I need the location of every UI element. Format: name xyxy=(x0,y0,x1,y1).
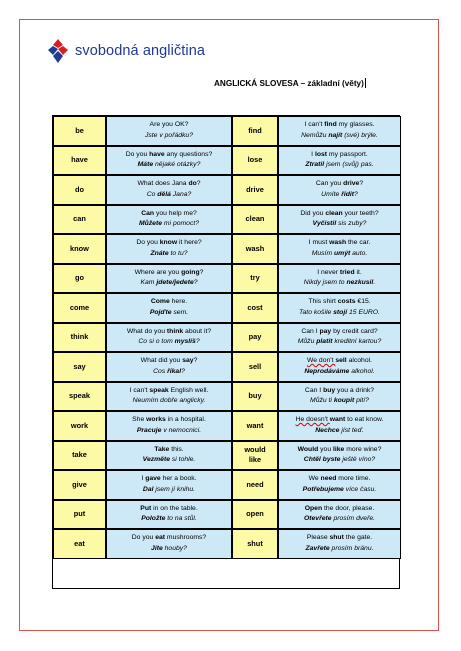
english-sentence xyxy=(309,238,371,249)
highlighted-verb: myslíš xyxy=(174,338,196,346)
text-fragment: in a hospital. xyxy=(165,416,206,424)
highlighted-verb: Put xyxy=(140,504,152,512)
brand-logo-icon xyxy=(45,38,71,64)
czech-translation xyxy=(141,514,197,525)
english-sentence xyxy=(132,533,206,544)
left-example-cell xyxy=(106,175,232,205)
text-fragment: to na stůl. xyxy=(165,515,197,523)
left-example-cell xyxy=(106,293,232,323)
text-fragment: He doesn't xyxy=(295,416,330,424)
czech-translation xyxy=(143,455,196,466)
text-fragment: by credit card? xyxy=(331,327,378,335)
text-fragment: to tu? xyxy=(168,249,188,257)
text-fragment: Are you OK? xyxy=(149,121,189,129)
highlighted-verb: Nechce xyxy=(315,426,340,434)
highlighted-verb: speak xyxy=(149,386,169,394)
right-verb-cell: clean xyxy=(232,205,278,235)
text-fragment: Můžu ti xyxy=(310,397,334,405)
text-fragment: your teeth? xyxy=(342,209,379,217)
text-fragment: it. xyxy=(354,268,362,276)
text-fragment: any questions? xyxy=(164,150,213,158)
highlighted-verb: Dal xyxy=(142,485,154,493)
text-fragment: Please xyxy=(306,534,330,542)
text-fragment: Jana? xyxy=(170,190,192,198)
text-fragment: alkohol. xyxy=(349,367,375,375)
text-fragment: sem. xyxy=(171,308,189,316)
text-fragment: English well. xyxy=(168,386,209,394)
text-fragment: What did you xyxy=(140,357,183,365)
highlighted-verb: Open xyxy=(304,504,323,512)
left-example-cell xyxy=(106,205,232,235)
highlighted-verb: řídit xyxy=(341,190,355,198)
czech-translation xyxy=(133,396,206,407)
czech-translation xyxy=(304,367,374,378)
text-fragment: here. xyxy=(169,298,188,306)
highlighted-verb: Chtěl byste xyxy=(303,456,341,464)
czech-translation xyxy=(140,278,197,289)
highlighted-verb: going xyxy=(181,268,200,276)
text-fragment: ? xyxy=(199,268,204,276)
highlighted-verb: drive xyxy=(343,180,360,188)
left-verb-cell: have xyxy=(53,146,106,176)
text-fragment: about it? xyxy=(183,327,212,335)
left-verb-cell: speak xyxy=(53,382,106,412)
text-fragment: €15. xyxy=(355,298,371,306)
english-sentence xyxy=(151,297,187,308)
highlighted-verb: eat xyxy=(155,534,166,542)
right-verb-cell: drive xyxy=(232,175,278,205)
highlighted-verb: Can xyxy=(141,209,155,217)
czech-translation xyxy=(299,308,380,319)
left-example-cell xyxy=(106,352,232,382)
text-fragment: Umíte xyxy=(321,190,342,198)
left-verb-cell: work xyxy=(53,411,106,441)
text-fragment: kreditní kartou? xyxy=(332,338,382,346)
left-verb-cell: give xyxy=(53,470,106,500)
text-fragment: Can I xyxy=(304,386,324,394)
left-verb-cell: say xyxy=(53,352,106,382)
highlighted-verb: Otevřete xyxy=(303,515,332,523)
right-verb-cell: would like xyxy=(232,441,278,471)
text-fragment: . xyxy=(373,279,376,287)
text-fragment: my glasses. xyxy=(336,121,375,129)
right-example-cell xyxy=(278,470,401,500)
english-sentence xyxy=(296,415,384,426)
right-verb-cell: sell xyxy=(232,352,278,382)
left-verb-cell: eat xyxy=(53,529,106,559)
text-fragment: ? xyxy=(193,279,198,287)
english-sentence xyxy=(307,533,372,544)
czech-translation xyxy=(298,337,382,348)
czech-translation xyxy=(145,131,193,142)
right-example-cell xyxy=(278,116,401,146)
highlighted-verb: dělá xyxy=(157,190,171,198)
text-fragment: her a book. xyxy=(160,475,197,483)
text-fragment: Kam xyxy=(140,279,157,287)
text-fragment: my passport. xyxy=(327,150,368,158)
right-example-cell xyxy=(278,500,401,530)
right-verb-cell: pay xyxy=(232,323,278,353)
left-verb-cell: be xyxy=(53,116,106,146)
highlighted-verb: do xyxy=(188,180,197,188)
text-fragment: si tohle. xyxy=(170,456,196,464)
english-sentence xyxy=(140,504,197,515)
highlighted-verb: pay xyxy=(319,327,332,335)
text-fragment: houby? xyxy=(162,544,187,552)
left-example-cell xyxy=(106,470,232,500)
english-sentence xyxy=(141,209,197,220)
english-sentence xyxy=(307,356,372,367)
text-fragment: sis zuby? xyxy=(336,220,367,228)
highlighted-verb: wash xyxy=(329,239,347,247)
text-fragment: Neumím dobře anglicky. xyxy=(132,397,206,405)
text-fragment: to eat know. xyxy=(345,416,384,424)
text-fragment: I can't xyxy=(129,386,150,394)
left-example-cell xyxy=(106,382,232,412)
text-fragment: Cos xyxy=(153,367,168,375)
czech-translation xyxy=(321,190,358,201)
right-verb-cell: cost xyxy=(232,293,278,323)
text-fragment: více času. xyxy=(343,485,377,493)
text-fragment: more wine? xyxy=(344,445,382,453)
highlighted-verb: jdete/jedete xyxy=(156,279,194,287)
english-sentence xyxy=(309,474,371,485)
text-fragment: She xyxy=(132,416,147,424)
czech-translation xyxy=(150,249,187,260)
highlighted-verb: říkal xyxy=(167,367,182,375)
text-fragment: (své) brýle. xyxy=(342,131,378,139)
right-example-cell xyxy=(278,441,401,471)
text-fragment: Do you xyxy=(125,150,150,158)
left-verb-cell: come xyxy=(53,293,106,323)
highlighted-verb: like xyxy=(333,445,345,453)
text-fragment: I never xyxy=(317,268,340,276)
text-fragment: Did you xyxy=(300,209,326,217)
highlighted-verb: works xyxy=(146,416,166,424)
highlighted-verb: Pojďte xyxy=(149,308,172,316)
right-verb-cell: find xyxy=(232,116,278,146)
highlighted-verb: platit xyxy=(316,338,333,346)
left-example-cell xyxy=(106,146,232,176)
text-fragment: nějaké otázky? xyxy=(153,161,201,169)
text-fragment: I xyxy=(311,150,315,158)
english-sentence xyxy=(298,445,382,456)
highlighted-verb: know xyxy=(159,239,178,247)
left-example-cell xyxy=(106,323,232,353)
czech-translation xyxy=(153,367,185,378)
text-fragment: I can't xyxy=(304,121,325,129)
czech-translation xyxy=(137,426,201,437)
text-cursor xyxy=(365,78,366,88)
text-fragment: the car. xyxy=(346,239,371,247)
right-example-cell xyxy=(278,146,401,176)
czech-translation xyxy=(150,308,188,319)
text-fragment: more time. xyxy=(336,475,371,483)
text-fragment: We xyxy=(308,475,321,483)
text-fragment: you xyxy=(318,445,333,453)
czech-translation xyxy=(303,485,377,496)
text-fragment: Do you xyxy=(131,534,156,542)
left-example-cell xyxy=(106,529,232,559)
english-sentence xyxy=(154,445,183,456)
text-fragment: Můžu xyxy=(297,338,317,346)
highlighted-verb: Would xyxy=(297,445,319,453)
right-verb-cell: shut xyxy=(232,529,278,559)
english-sentence xyxy=(305,504,375,515)
highlighted-verb: Vezměte xyxy=(142,456,170,464)
left-example-cell xyxy=(106,441,232,471)
right-example-cell xyxy=(278,264,401,294)
czech-translation xyxy=(305,160,373,171)
english-sentence xyxy=(316,179,363,190)
text-fragment: Co xyxy=(146,190,158,198)
highlighted-verb: want xyxy=(329,416,346,424)
highlighted-verb: gave xyxy=(145,475,161,483)
right-verb-cell: wash xyxy=(232,234,278,264)
text-fragment: Nemůžu xyxy=(301,131,329,139)
highlighted-verb: Zavřete xyxy=(305,544,330,552)
highlighted-verb: Pracuje xyxy=(136,426,162,434)
left-verb-cell: think xyxy=(53,323,106,353)
czech-translation xyxy=(312,249,368,260)
english-sentence xyxy=(135,268,204,279)
text-fragment: This shirt xyxy=(308,298,338,306)
text-fragment: ještě víno? xyxy=(340,456,376,464)
highlighted-verb: think xyxy=(166,327,184,335)
highlighted-verb: buy xyxy=(323,386,336,394)
highlighted-verb: Položte xyxy=(141,515,166,523)
right-example-cell xyxy=(278,293,401,323)
highlighted-verb: Máte xyxy=(137,161,154,169)
right-example-cell xyxy=(278,529,401,559)
czech-translation xyxy=(301,131,378,142)
highlighted-verb: Jíte xyxy=(151,544,163,552)
left-example-cell xyxy=(106,234,232,264)
english-sentence xyxy=(150,120,189,131)
czech-translation xyxy=(138,160,201,171)
english-sentence xyxy=(141,356,198,367)
right-verb-cell: lose xyxy=(232,146,278,176)
right-verb-cell: open xyxy=(232,500,278,530)
czech-translation xyxy=(138,337,199,348)
highlighted-verb: find xyxy=(324,121,337,129)
left-example-cell xyxy=(106,264,232,294)
text-fragment: ? xyxy=(354,190,358,198)
text-fragment: pití? xyxy=(354,397,369,405)
text-fragment: alcohol. xyxy=(346,357,373,365)
english-sentence xyxy=(305,386,374,397)
highlighted-verb: clean xyxy=(325,209,343,217)
text-fragment: jsem jí knihu. xyxy=(153,485,196,493)
text-fragment: Can you xyxy=(315,180,344,188)
right-verb-cell: need xyxy=(232,470,278,500)
highlighted-verb: Neprodáváme xyxy=(304,367,350,375)
czech-translation xyxy=(305,544,373,555)
text-fragment: ? xyxy=(359,180,364,188)
english-sentence xyxy=(127,327,211,338)
text-fragment: jsem (svůj) pas. xyxy=(324,161,374,169)
english-sentence xyxy=(132,415,206,426)
text-fragment: prosím bránu. xyxy=(329,544,374,552)
text-fragment: Musím xyxy=(311,249,334,257)
left-verb-cell: go xyxy=(53,264,106,294)
brand-name: svobodná angličtina xyxy=(75,43,206,59)
verbs-table xyxy=(52,115,400,589)
left-example-cell xyxy=(106,500,232,530)
document-title: ANGLICKÁ SLOVESA – základní (věty) xyxy=(214,79,364,88)
highlighted-verb: sell xyxy=(335,357,347,365)
czech-translation xyxy=(139,219,199,230)
czech-translation xyxy=(304,514,375,525)
text-fragment: ? xyxy=(193,357,198,365)
right-verb-cell: try xyxy=(232,264,278,294)
czech-translation xyxy=(151,544,187,555)
highlighted-verb: koupit xyxy=(333,397,355,405)
english-sentence xyxy=(300,209,378,220)
text-fragment: it here? xyxy=(177,239,202,247)
text-fragment: this. xyxy=(169,445,184,453)
english-sentence xyxy=(311,150,368,161)
left-verb-cell: take xyxy=(53,441,106,471)
text-fragment: What does Jana xyxy=(137,180,189,188)
english-sentence xyxy=(136,238,201,249)
highlighted-verb: Come xyxy=(150,298,170,306)
highlighted-verb: Můžete xyxy=(138,220,162,228)
text-fragment: I xyxy=(141,475,146,483)
text-fragment: mi pomoct? xyxy=(162,220,200,228)
english-sentence xyxy=(130,386,209,397)
czech-translation xyxy=(143,485,195,496)
highlighted-verb: say xyxy=(182,357,194,365)
text-fragment: prosím dveře. xyxy=(331,515,376,523)
highlighted-verb: stojí xyxy=(333,308,348,316)
czech-translation xyxy=(310,396,369,407)
highlighted-verb: Potřebujeme xyxy=(302,485,344,493)
english-sentence xyxy=(317,268,362,279)
highlighted-verb: Znáte xyxy=(150,249,169,257)
highlighted-verb: tried xyxy=(339,268,355,276)
text-fragment: 15 EURO. xyxy=(347,308,380,316)
czech-translation xyxy=(304,455,375,466)
czech-translation xyxy=(313,219,367,230)
english-sentence xyxy=(126,150,213,161)
left-verb-cell: put xyxy=(53,500,106,530)
english-sentence xyxy=(137,179,200,190)
highlighted-verb: Take xyxy=(154,445,170,453)
highlighted-verb: najít xyxy=(328,131,343,139)
text-fragment: Nikdy jsem to xyxy=(303,279,347,287)
highlighted-verb: lost xyxy=(314,150,328,158)
left-example-cell xyxy=(106,411,232,441)
text-fragment: We don't xyxy=(306,357,336,365)
text-fragment: Tato košile xyxy=(299,308,334,316)
right-example-cell xyxy=(278,352,401,382)
right-example-cell xyxy=(278,205,401,235)
text-fragment: in on the table. xyxy=(151,504,198,512)
text-fragment: the gate. xyxy=(343,534,373,542)
right-example-cell xyxy=(278,411,401,441)
left-verb-cell: do xyxy=(53,175,106,205)
text-fragment: Jste v pořádku? xyxy=(145,131,193,139)
right-example-cell xyxy=(278,323,401,353)
text-fragment: Co si o tom xyxy=(138,338,175,346)
highlighted-verb: Vyčistil xyxy=(312,220,337,228)
highlighted-verb: costs xyxy=(337,298,356,306)
right-verb-cell: want xyxy=(232,411,278,441)
left-verb-cell: can xyxy=(53,205,106,235)
text-fragment: I must xyxy=(308,239,330,247)
text-fragment: ? xyxy=(195,338,200,346)
right-example-cell xyxy=(278,382,401,412)
text-fragment: you a drink? xyxy=(335,386,375,394)
english-sentence xyxy=(308,297,370,308)
right-example-cell xyxy=(278,175,401,205)
czech-translation xyxy=(315,426,363,437)
text-fragment: auto. xyxy=(350,249,368,257)
text-fragment: jíst teď. xyxy=(339,426,364,434)
brand-logo xyxy=(45,36,205,66)
text-fragment: Can I xyxy=(301,327,320,335)
left-verb-cell: know xyxy=(53,234,106,264)
english-sentence xyxy=(304,120,374,131)
text-fragment: v nemocnici. xyxy=(161,426,202,434)
czech-translation xyxy=(304,278,375,289)
text-fragment: Where are you xyxy=(134,268,182,276)
highlighted-verb: have xyxy=(149,150,165,158)
text-fragment: Do you xyxy=(136,239,160,247)
czech-translation xyxy=(147,190,192,201)
highlighted-verb: nezkusil xyxy=(346,279,374,287)
right-verb-cell: buy xyxy=(232,382,278,412)
text-fragment: mushrooms? xyxy=(165,534,207,542)
text-fragment: ? xyxy=(181,367,185,375)
highlighted-verb: shut xyxy=(329,534,344,542)
right-example-cell xyxy=(278,234,401,264)
text-fragment: the door, please. xyxy=(322,504,375,512)
highlighted-verb: need xyxy=(320,475,337,483)
highlighted-verb: Ztratil xyxy=(305,161,325,169)
highlighted-verb: umýt xyxy=(334,249,351,257)
text-fragment: ? xyxy=(196,180,201,188)
text-fragment: What do you xyxy=(126,327,167,335)
left-example-cell xyxy=(106,116,232,146)
english-sentence xyxy=(301,327,377,338)
english-sentence xyxy=(141,474,196,485)
text-fragment: you help me? xyxy=(154,209,197,217)
